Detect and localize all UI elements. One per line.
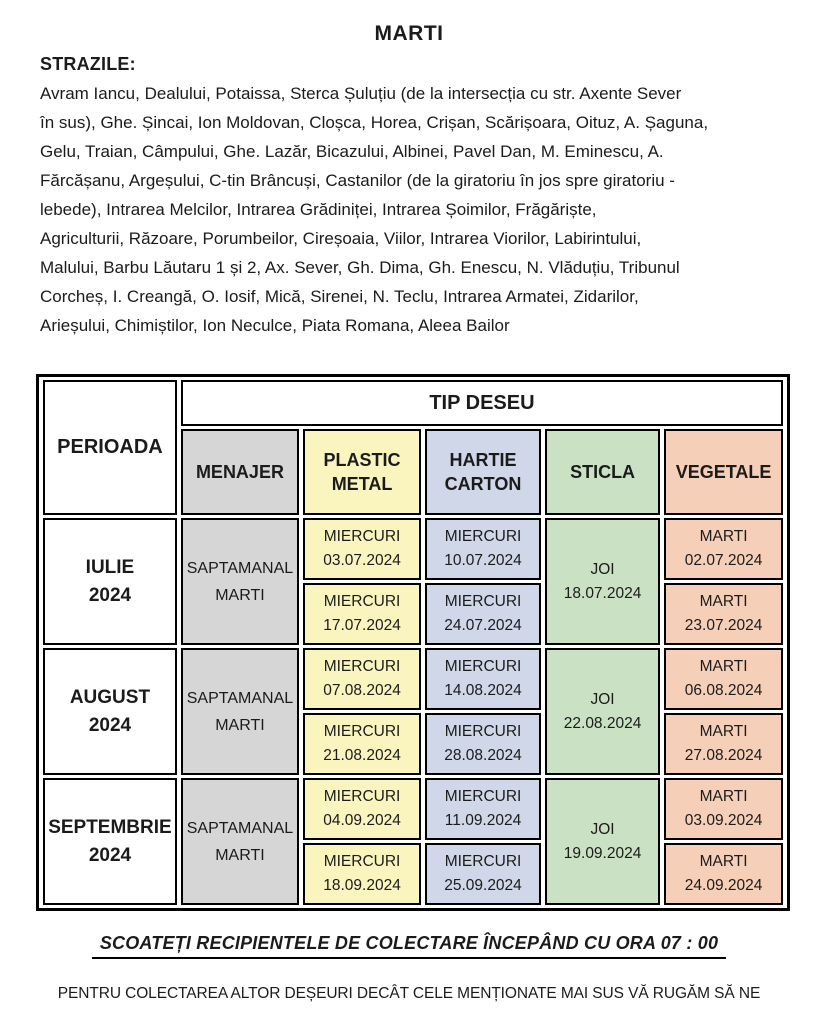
- day-label: MARTI: [699, 788, 748, 805]
- period-header-cell: PERIOADA: [43, 380, 177, 515]
- streets-line: Arieșului, Chimiștilor, Ion Neculce, Piata Romana, Aleea Bailor: [40, 316, 510, 335]
- day-label: MIERCURI: [444, 593, 522, 610]
- footer-text: PENTRU COLECTAREA ALTOR DEȘEURI DECÂT CELE MENȚIONATE MAI SUS VĂ RUGĂM SĂ NE: [57, 985, 761, 1002]
- date-label: 25.09.2024: [444, 877, 522, 894]
- day-label: MIERCURI: [323, 788, 401, 805]
- streets-heading: STRAZILE:: [40, 54, 136, 74]
- sticla-cell: [545, 648, 660, 775]
- streets-line: Agriculturii, Răzoare, Porumbeilor, Cireșoaia, Viilor, Intrarea Viorilor, Labirintului,: [40, 229, 642, 248]
- date-label: 27.08.2024: [684, 747, 763, 764]
- header-line: CARTON: [444, 474, 522, 494]
- tip-deseu-header-cell: TIP DESEU: [181, 380, 783, 426]
- vegetale-cell: [664, 843, 783, 905]
- vegetale-cell: [664, 583, 783, 645]
- sticla-cell: [545, 518, 660, 645]
- day-label: MIERCURI: [323, 658, 401, 675]
- date-label: 03.07.2024: [323, 552, 401, 569]
- streets-line: Gelu, Traian, Câmpului, Ghe. Lazăr, Bicazului, Albinei, Pavel Dan, M. Eminescu, A.: [40, 142, 664, 161]
- plastic-metal-cell: [303, 583, 421, 645]
- hartie-carton-cell: [425, 648, 541, 710]
- date-label: 10.07.2024: [444, 552, 522, 569]
- streets-line: lebede), Intrarea Melcilor, Intrarea Grădiniței, Intrarea Șoimilor, Frăgăriște,: [40, 200, 597, 219]
- plastic-metal-cell: [303, 648, 421, 710]
- hartie-carton-cell: [425, 713, 541, 775]
- plastic-metal-cell: [303, 843, 421, 905]
- date-label: 14.08.2024: [444, 682, 522, 699]
- footer-notice-wrap: [0, 933, 818, 959]
- hartie-carton-header-cell: [425, 429, 541, 515]
- date-label: 23.07.2024: [684, 617, 763, 634]
- date-label: 18.07.2024: [563, 584, 642, 602]
- table-row-iulie: [43, 518, 783, 580]
- date-label: 28.08.2024: [444, 747, 522, 764]
- header-line: VEGETALE: [675, 462, 772, 482]
- menajer-line: SAPTAMANAL: [186, 689, 294, 707]
- day-label: MARTI: [699, 723, 748, 740]
- menajer-line: MARTI: [215, 846, 265, 864]
- day-label: MARTI: [699, 593, 748, 610]
- period-month: SEPTEMBRIE: [48, 816, 172, 838]
- hartie-carton-cell: [425, 843, 541, 905]
- table-row-septembrie: [43, 778, 783, 840]
- menajer-cell: [181, 648, 299, 775]
- day-label: MARTI: [699, 658, 748, 675]
- day-label: MIERCURI: [444, 723, 522, 740]
- date-label: 24.07.2024: [444, 617, 522, 634]
- vegetale-cell: [664, 778, 783, 840]
- streets-line: Corcheș, I. Creangă, O. Iosif, Mică, Sirenei, N. Teclu, Intrarea Armatei, Zidarilor,: [40, 287, 639, 306]
- vegetale-cell: [664, 713, 783, 775]
- hartie-carton-cell: [425, 583, 541, 645]
- streets-line: Fărcășanu, Argeșului, C-tin Brâncuși, Castanilor (de la giratoriu în jos spre giratoriu -: [40, 171, 675, 190]
- period-month: AUGUST: [69, 686, 151, 708]
- vegetale-cell: [664, 518, 783, 580]
- plastic-metal-cell: [303, 713, 421, 775]
- day-label: JOI: [590, 690, 615, 708]
- menajer-header-cell: [181, 429, 299, 515]
- vegetale-cell: [664, 648, 783, 710]
- menajer-cell: [181, 518, 299, 645]
- streets-line: în sus), Ghe. Șincai, Ion Moldovan, Cloșca, Horea, Crișan, Scărișoara, Oituz, A. Șaguna,: [40, 113, 709, 132]
- plastic-metal-cell: [303, 778, 421, 840]
- table-row-august: [43, 648, 783, 710]
- date-label: 06.08.2024: [684, 682, 763, 699]
- date-label: 18.09.2024: [323, 877, 401, 894]
- sticla-header-cell: [545, 429, 660, 515]
- date-label: 17.07.2024: [323, 617, 401, 634]
- day-label: MIERCURI: [444, 528, 522, 545]
- date-label: 02.07.2024: [684, 552, 763, 569]
- date-label: 11.09.2024: [444, 812, 522, 829]
- streets-paragraph: [40, 79, 792, 340]
- plastic-metal-cell: [303, 518, 421, 580]
- page-title: MARTI: [374, 22, 444, 45]
- period-cell: [43, 778, 177, 905]
- date-label: 04.09.2024: [323, 812, 401, 829]
- day-label: MIERCURI: [444, 658, 522, 675]
- day-label: MIERCURI: [323, 528, 401, 545]
- collection-schedule-table: [36, 374, 790, 911]
- header-row-tip: [43, 380, 783, 426]
- date-label: 07.08.2024: [323, 682, 401, 699]
- period-year: 2024: [88, 844, 132, 866]
- day-label: MIERCURI: [444, 788, 522, 805]
- date-label: 21.08.2024: [323, 747, 401, 764]
- menajer-line: MARTI: [215, 586, 265, 604]
- day-label: JOI: [590, 820, 615, 838]
- period-cell: [43, 648, 177, 775]
- streets-line: Malului, Barbu Lăutaru 1 și 2, Ax. Sever, Gh. Dima, Gh. Enescu, N. Vlăduțiu, Tribunul: [40, 258, 680, 277]
- vegetale-header-cell: [664, 429, 783, 515]
- day-label: MIERCURI: [323, 723, 401, 740]
- period-month: IULIE: [85, 556, 135, 578]
- hartie-carton-cell: [425, 778, 541, 840]
- date-label: 19.09.2024: [563, 844, 642, 862]
- date-label: 22.08.2024: [563, 714, 642, 732]
- menajer-line: SAPTAMANAL: [186, 819, 294, 837]
- period-cell: [43, 518, 177, 645]
- header-line: PLASTIC: [323, 450, 401, 470]
- day-label: JOI: [590, 560, 615, 578]
- day-label: MIERCURI: [323, 593, 401, 610]
- header-line: HARTIE: [449, 450, 517, 470]
- sticla-cell: [545, 778, 660, 905]
- date-label: 24.09.2024: [684, 877, 763, 894]
- day-label: MIERCURI: [444, 853, 522, 870]
- day-label: MARTI: [699, 853, 748, 870]
- hartie-carton-cell: [425, 518, 541, 580]
- menajer-line: MARTI: [215, 716, 265, 734]
- streets-line: Avram Iancu, Dealului, Potaissa, Sterca Șuluțiu (de la intersecția cu str. Axente Sever: [40, 84, 682, 103]
- header-line: MENAJER: [195, 462, 284, 482]
- date-label: 03.09.2024: [684, 812, 763, 829]
- day-label: MARTI: [699, 528, 748, 545]
- footer-notice: SCOATEȚI RECIPIENTELE DE COLECTARE ÎNCEPÂND CU ORA 07 : 00: [92, 933, 726, 959]
- period-year: 2024: [88, 714, 132, 736]
- period-year: 2024: [88, 584, 132, 606]
- plastic-metal-header-cell: [303, 429, 421, 515]
- day-label: MIERCURI: [323, 853, 401, 870]
- menajer-line: SAPTAMANAL: [186, 559, 294, 577]
- menajer-cell: [181, 778, 299, 905]
- header-line: STICLA: [570, 462, 636, 482]
- header-line: METAL: [331, 474, 393, 494]
